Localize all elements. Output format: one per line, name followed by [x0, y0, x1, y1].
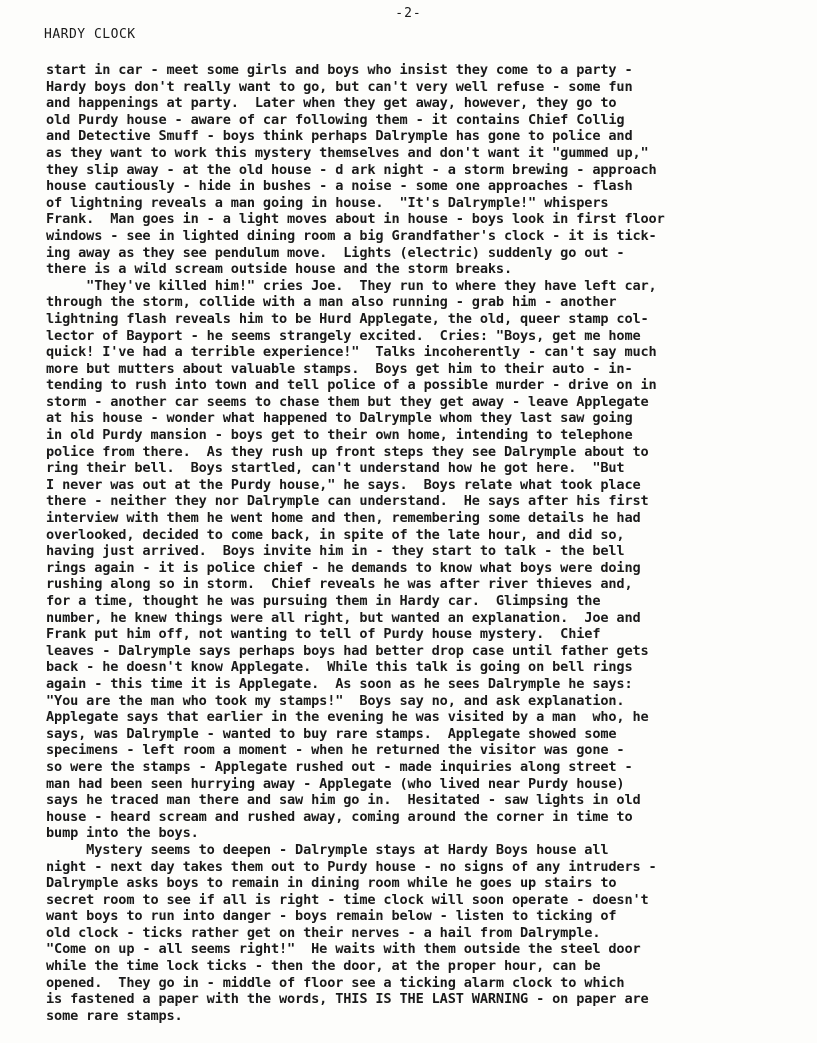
text-line: man had been seen hurrying away - Applegate (who lived near Purdy house)	[46, 775, 625, 792]
text-line: says, was Dalrymple - wanted to buy rare stamps. Applegate showed some	[46, 725, 617, 742]
text-line: rushing along so in storm. Chief reveals he was after river thieves and,	[46, 576, 633, 593]
text-line: specimens - left room a moment - when he returned the visitor was gone -	[46, 742, 625, 759]
text-line: old Purdy house - aware of car following them - it contains Chief Collig	[46, 111, 625, 128]
text-line: storm - another car seems to chase them but they get away - leave Applegate	[46, 393, 649, 410]
text-line: number, he knew things were all right, but wanted an explanation. Joe and	[46, 609, 641, 626]
text-line: rings again - it is police chief - he demands to know what boys were doing	[46, 559, 641, 576]
text-line: through the storm, collide with a man also running - grab him - another	[46, 294, 617, 311]
text-line: Applegate says that earlier in the evening he was visited by a man who, he	[46, 709, 649, 726]
text-line: Hardy boys don't really want to go, but can't very well refuse - some fun	[46, 78, 633, 95]
text-line: "Come on up - all seems right!" He waits with them outside the steel door	[46, 941, 641, 958]
text-line: quick! I've had a terrible experience!" Talks incoherently - can't say much	[46, 344, 657, 361]
text-line: opened. They go in - middle of floor see a ticking alarm clock to which	[46, 974, 625, 991]
text-line: old clock - ticks rather get on their nerves - a hail from Dalrymple.	[46, 924, 601, 941]
text-line: police from there. As they rush up front steps they see Dalrymple about to	[46, 443, 649, 460]
text-line: want boys to run into danger - boys remain below - listen to ticking of	[46, 908, 617, 925]
text-line: again - this time it is Applegate. As soon as he sees Dalrymple he says:	[46, 675, 633, 692]
text-line: tending to rush into town and tell police of a possible murder - drive on in	[46, 377, 657, 394]
text-line: at his house - wonder what happened to Dalrymple whom they last saw going	[46, 410, 633, 427]
text-line: says he traced man there and saw him go in. Hesitated - saw lights in old	[46, 792, 641, 809]
text-line: some rare stamps.	[46, 1007, 183, 1024]
document-title: HARDY CLOCK	[44, 27, 136, 42]
text-line: and Detective Smuff - boys think perhaps Dalrymple has gone to police and	[46, 128, 633, 145]
text-line: in old Purdy mansion - boys get to their own home, intending to telephone	[46, 427, 633, 444]
text-line: house cautiously - hide in bushes - a noise - some one approaches - flash	[46, 178, 633, 195]
text-line: Frank. Man goes in - a light moves about in house - boys look in first floor	[46, 211, 665, 228]
text-line: "You are the man who took my stamps!" Boys say no, and ask explanation.	[46, 692, 625, 709]
text-line: of lightning reveals a man going in house. "It's Dalrymple!" whispers	[46, 194, 609, 211]
text-line: Frank put him off, not wanting to tell of Purdy house mystery. Chief	[46, 626, 601, 643]
text-line: as they want to work this mystery themselves and don't want it "gummed up,"	[46, 144, 649, 161]
text-line: house - heard scream and rushed away, coming around the corner in time to	[46, 808, 633, 825]
text-line: night - next day takes them out to Purdy house - no signs of any intruders -	[46, 858, 657, 875]
text-line: there - neither they nor Dalrymple can understand. He says after his first	[46, 493, 649, 510]
text-line: start in car - meet some girls and boys who insist they come to a party -	[46, 62, 633, 78]
text-line: leaves - Dalrymple says perhaps boys had better drop case until father gets	[46, 642, 649, 659]
body-text	[46, 62, 816, 1024]
text-line: having just arrived. Boys invite him in - they start to talk - the bell	[46, 543, 625, 560]
text-line: secret room to see if all is right - time clock will soon operate - doesn't	[46, 891, 649, 908]
text-line: ing away as they see pendulum move. Lights (electric) suddenly go out -	[46, 244, 625, 261]
text-line: interview with them he went home and then, remembering some details he had	[46, 510, 641, 527]
text-line: lector of Bayport - he seems strangely excited. Cries: "Boys, get me home	[46, 327, 641, 344]
text-line: there is a wild scream outside house and the storm breaks.	[46, 261, 512, 278]
text-line: windows - see in lighted dining room a big Grandfather's clock - it is tick-	[46, 227, 657, 244]
text-line: more but mutters about valuable stamps. Boys get him to their auto - in-	[46, 360, 633, 377]
text-line: overlooked, decided to come back, in spite of the late hour, and did so,	[46, 526, 625, 543]
page-number: -2-	[395, 6, 422, 21]
text-line: and happenings at party. Later when they get away, however, they go to	[46, 95, 617, 112]
text-line: I never was out at the Purdy house," he says. Boys relate what took place	[46, 476, 641, 493]
text-line: for a time, thought he was pursuing them in Hardy car. Glimpsing the	[46, 593, 601, 609]
text-line: lightning flash reveals him to be Hurd Applegate, the old, queer stamp col-	[46, 310, 649, 327]
text-line: Mystery seems to deepen - Dalrymple stays at Hardy Boys house all	[46, 841, 609, 858]
text-line: they slip away - at the old house - d ark night - a storm brewing - approach	[46, 161, 657, 178]
text-line: so were the stamps - Applegate rushed out - made inquiries along street -	[46, 758, 633, 775]
text-line: is fastened a paper with the words, THIS IS THE LAST WARNING - on paper are	[46, 991, 649, 1008]
text-line: Dalrymple asks boys to remain in dining room while he goes up stairs to	[46, 875, 617, 892]
text-line: back - he doesn't know Applegate. While this talk is going on bell rings	[46, 659, 633, 676]
text-line: "They've killed him!" cries Joe. They run to where they have left car,	[46, 277, 657, 294]
text-line: ring their bell. Boys startled, can't understand how he got here. "But	[46, 460, 625, 477]
text-line: while the time lock ticks - then the door, at the proper hour, can be	[46, 958, 601, 975]
text-line: bump into the boys.	[46, 825, 199, 842]
